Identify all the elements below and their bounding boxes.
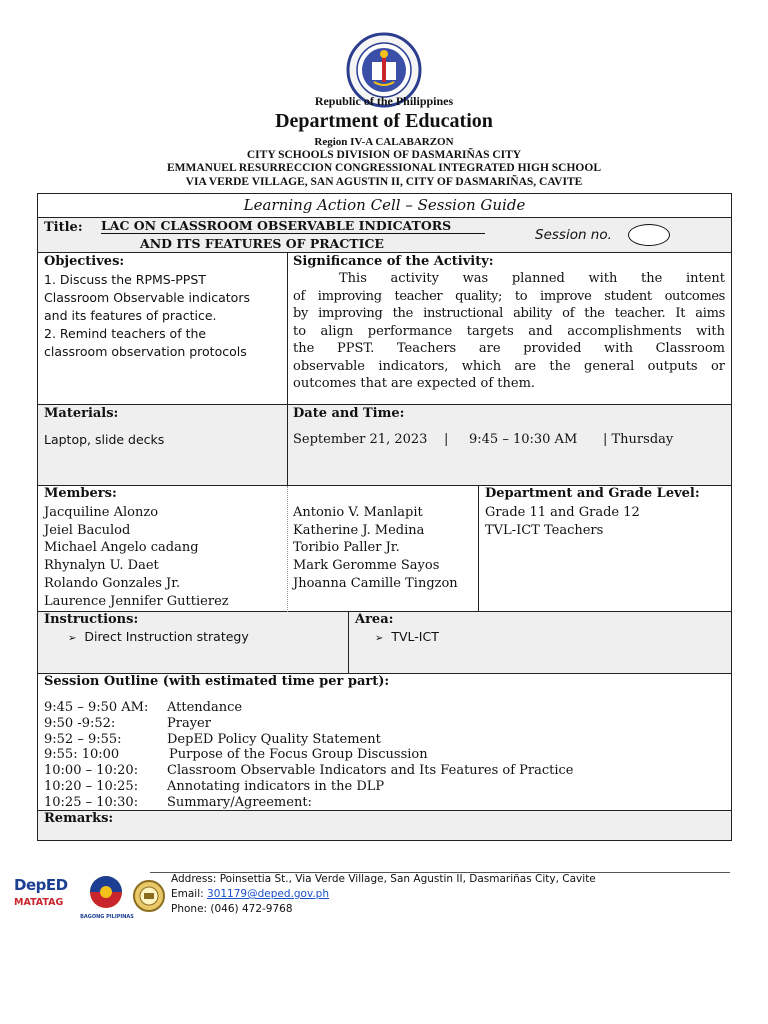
significance-cell (287, 253, 732, 405)
region-line: Region IV-A CALABARZON (314, 136, 454, 148)
instructions-item-text: Direct Instruction strategy (84, 629, 249, 644)
objective-line: and its features of practice. (44, 308, 217, 323)
school-seal-icon (133, 874, 165, 918)
significance-line: This activity was planned with the intent (339, 271, 725, 286)
member-name: Jacquiline Alonzo (44, 505, 159, 520)
outline-time: 9:55: 10:00 (44, 747, 120, 763)
area-label: Area: (355, 612, 394, 627)
outline-item: Attendance (167, 700, 243, 715)
department-values (485, 504, 640, 539)
session-outline-list (44, 700, 574, 811)
department-cell (478, 486, 732, 612)
footer-email-link[interactable]: 301179@deped.gov.ph (207, 888, 329, 900)
arrow-bullet-icon: ➢ (375, 633, 384, 644)
outline-item: Summary/Agreement: (167, 794, 312, 810)
materials-cell (37, 405, 287, 486)
member-name: Toribio Paller Jr. (293, 540, 400, 556)
members-label: Members: (44, 486, 117, 501)
members-divider (287, 486, 289, 612)
datetime-separator: | (444, 432, 449, 447)
materials-label: Materials: (44, 406, 119, 421)
objectives-cell (37, 253, 287, 405)
footer-email-label: Email: (171, 888, 204, 900)
outline-item: Classroom Observable Indicators and Its Features of Practice (167, 763, 574, 779)
significance-line: to align performance targets and accomplishments with (293, 323, 725, 339)
outline-item: DepED Policy Quality Statement (167, 731, 381, 747)
school-address-line: VIA VERDE VILLAGE, SAN AGUSTIN II, CITY OF DASMARIÑAS, CAVITE (185, 176, 583, 188)
member-name: Michael Angelo cadang (44, 540, 199, 556)
footer-email-line (171, 887, 596, 902)
bagong-pilipinas-logo-icon (80, 872, 132, 918)
outline-item: Purpose of the Focus Group Discussion (169, 747, 428, 763)
outline-item: Annotating indicators in the DLP (167, 778, 385, 794)
member-name: Jhoanna Camille Tingzon (293, 575, 458, 591)
title-label: Title: (44, 220, 83, 235)
significance-line: of improving teacher quality; to improve student outcomes (293, 288, 725, 304)
matatag-logo-text: MATATAG (14, 897, 64, 908)
outline-row (44, 795, 574, 811)
outline-row (44, 779, 574, 795)
member-name: Rolando Gonzales Jr. (44, 575, 181, 591)
datetime-label: Date and Time: (293, 406, 405, 421)
outline-item: Prayer (167, 715, 211, 731)
grade-level: Grade 11 and Grade 12 (485, 505, 640, 520)
bagong-pilipinas-text: BAGONG PILIPINAS (80, 914, 134, 920)
department-label: Department and Grade Level: (485, 486, 700, 501)
significance-line: by improving the instructional ability of the teacher. It aims (293, 306, 725, 321)
members-cell (37, 486, 478, 612)
footer-address: Address: Poinsettia St., Via Verde Village, San Agustin II, Dasmariñas City, Cavite (171, 873, 596, 885)
outline-time: 10:00 – 10:20: (44, 763, 139, 779)
members-column-2 (293, 504, 458, 593)
session-no-field[interactable] (628, 224, 670, 246)
outline-row (44, 732, 574, 748)
division-line: CITY SCHOOLS DIVISION OF DASMARIÑAS CITY (246, 149, 522, 161)
outline-time: 9:50 -9:52: (44, 715, 116, 731)
objective-line: 1. Discuss the RPMS-PPST (44, 272, 206, 287)
session-guide-heading (37, 193, 732, 217)
title-line-1: LAC ON CLASSROOM OBSERVABLE INDICATORS (101, 218, 485, 234)
area-cell (348, 612, 732, 674)
session-outline-cell (37, 674, 732, 811)
outline-time: 10:25 – 10:30: (44, 794, 139, 810)
member-name: Laurence Jennifer Guttierez (44, 593, 229, 609)
remarks-label: Remarks: (44, 811, 114, 826)
date-value: September 21, 2023 (293, 432, 428, 447)
instructions-cell (37, 612, 348, 674)
department-title: Department of Education (275, 110, 493, 132)
materials-value: Laptop, slide decks (44, 432, 165, 447)
objective-line: 2. Remind teachers of the (44, 326, 207, 341)
instructions-item (68, 628, 249, 648)
title-line-2: AND ITS FEATURES OF PRACTICE (140, 236, 384, 251)
datetime-cell (287, 405, 732, 486)
outline-time: 10:20 – 10:25: (44, 778, 139, 794)
outline-row (44, 763, 574, 779)
member-name: Jeiel Baculod (44, 522, 131, 538)
remarks-cell[interactable] (37, 811, 732, 841)
member-name: Antonio V. Manlapit (293, 505, 423, 520)
school-line: EMMANUEL RESURRECCION CONGRESSIONAL INTEGRATED HIGH SCHOOL (167, 162, 601, 174)
republic-line: Republic of the Philippines (314, 94, 454, 108)
area-item (375, 628, 439, 648)
day-value: | Thursday (603, 432, 674, 447)
significance-line: outcomes that are expected of them. (293, 376, 536, 391)
objectives-label: Objectives: (44, 254, 125, 269)
outline-row (44, 716, 574, 732)
members-column-1 (44, 504, 229, 610)
objectives-list (44, 271, 250, 361)
outline-row (44, 747, 574, 763)
session-guide-heading-text: Learning Action Cell – Session Guide (243, 196, 526, 214)
title-row (37, 217, 732, 253)
area-item-text: TVL-ICT (391, 629, 439, 644)
significance-text (293, 270, 725, 393)
outline-time: 9:45 – 9:50 AM: (44, 700, 149, 715)
footer-contact (171, 872, 596, 917)
instructions-label: Instructions: (44, 612, 139, 627)
session-no-label: Session no. (535, 227, 612, 243)
objective-line: classroom observation protocols (44, 344, 247, 359)
footer-phone: Phone: (046) 472-9768 (171, 903, 293, 915)
significance-line: the PPST. Teachers are provided with Classroom (293, 341, 725, 356)
outline-time: 9:52 – 9:55: (44, 731, 122, 747)
session-outline-label: Session Outline (with estimated time per part): (44, 674, 390, 689)
significance-label: Significance of the Activity: (293, 254, 494, 269)
member-name: Mark Geromme Sayos (293, 558, 440, 574)
outline-row (44, 700, 574, 716)
objective-line: Classroom Observable indicators (44, 290, 250, 305)
arrow-bullet-icon: ➢ (68, 633, 77, 644)
department-name: TVL-ICT Teachers (485, 522, 604, 538)
deped-logo-text: DepED (14, 876, 68, 894)
member-name: Rhynalyn U. Daet (44, 558, 159, 574)
significance-line: observable indicators, which are the general outputs or (293, 358, 725, 374)
time-value: 9:45 – 10:30 AM (469, 432, 578, 447)
member-name: Katherine J. Medina (293, 522, 425, 538)
